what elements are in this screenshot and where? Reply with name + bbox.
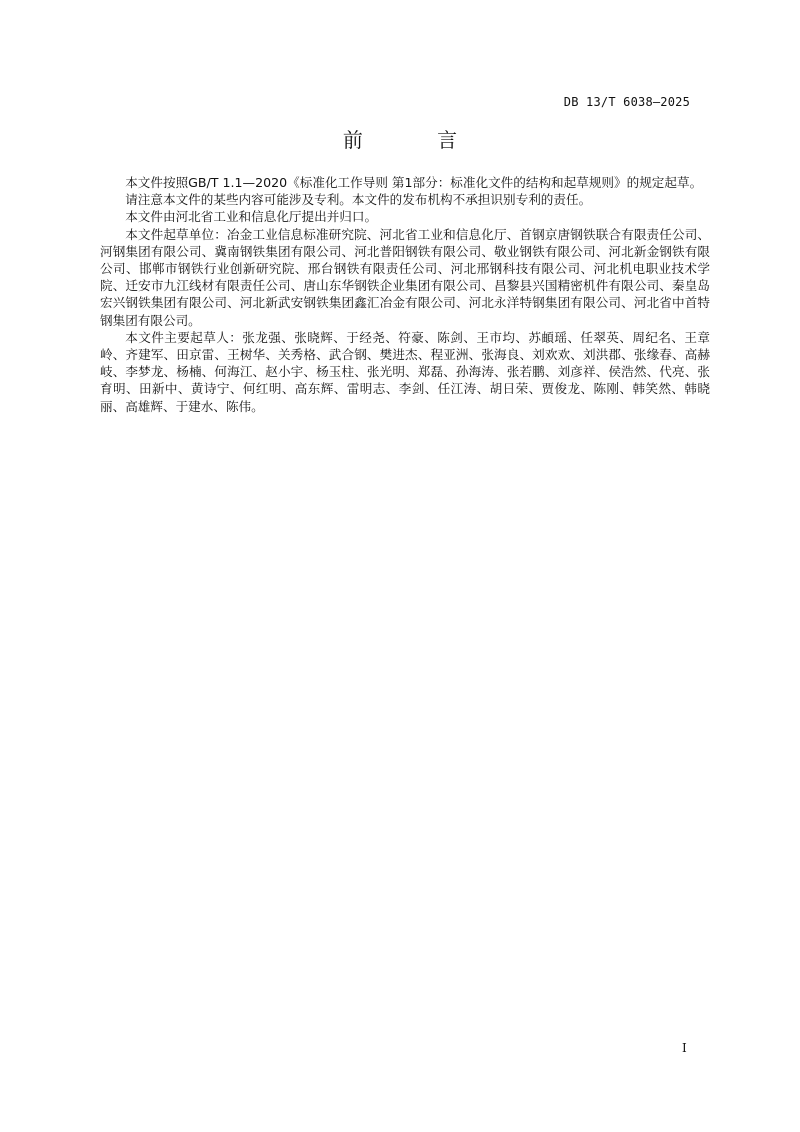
paragraph-drafters: 本文件主要起草人：张龙强、张晓辉、于经尧、符豪、陈剑、王市均、苏頔瑶、任翠英、周纪名、王章岭、齐建军、田京雷、王树华、关秀格、武合钢、樊进杰、程亚洲、张海良、刘欢欢、刘洪郡、张缘春、高赫岐、李梦龙、杨楠、何海江、赵小宇、杨玉柱、张光明、郑磊、孙海涛、张若鹏、刘彦祥、侯浩然、代亮、张育明、田新中、黄诗宁、何红明、高东辉、雷明志、李剑、任江涛、胡日荣、贾俊龙、陈刚、韩笑然、韩晓丽、高雄辉、于建水、陈伟。 [100, 329, 710, 414]
page-title: 前 言 [342, 128, 492, 152]
foreword-body [100, 174, 710, 415]
paragraph-drafting-units: 本文件起草单位：冶金工业信息标准研究院、河北省工业和信息化厅、首钢京唐钢铁联合有限责任公司、河钢集团有限公司、冀南钢铁集团有限公司、河北普阳钢铁有限公司、敬业钢铁有限公司、河北新金钢铁有限公司、邯郸市钢铁行业创新研究院、邢台钢铁有限责任公司、河北邢钢科技有限公司、河北机电职业技术学院、迁安市九江线材有限责任公司、唐山东华钢铁企业集团有限公司、昌黎县兴国精密机件有限公司、秦皇岛宏兴钢铁集团有限公司、河北新武安钢铁集团鑫汇冶金有限公司、河北永洋特钢集团有限公司、河北省中首特钢集团有限公司。 [100, 226, 710, 328]
paragraph-patent-notice: 请注意本文件的某些内容可能涉及专利。本文件的发布机构不承担识别专利的责任。 [125, 192, 592, 208]
document-number: DB 13/T 6038—2025 [563, 95, 690, 109]
paragraph-drafting-rules: 本文件按照GB/T 1.1—2020《标准化工作导则 第1部分：标准化文件的结构和起草规则》的规定起草。 [125, 175, 703, 190]
paragraph-proposer: 本文件由河北省工业和信息化厅提出并归口。 [125, 209, 378, 225]
page-number: I [682, 1041, 687, 1055]
